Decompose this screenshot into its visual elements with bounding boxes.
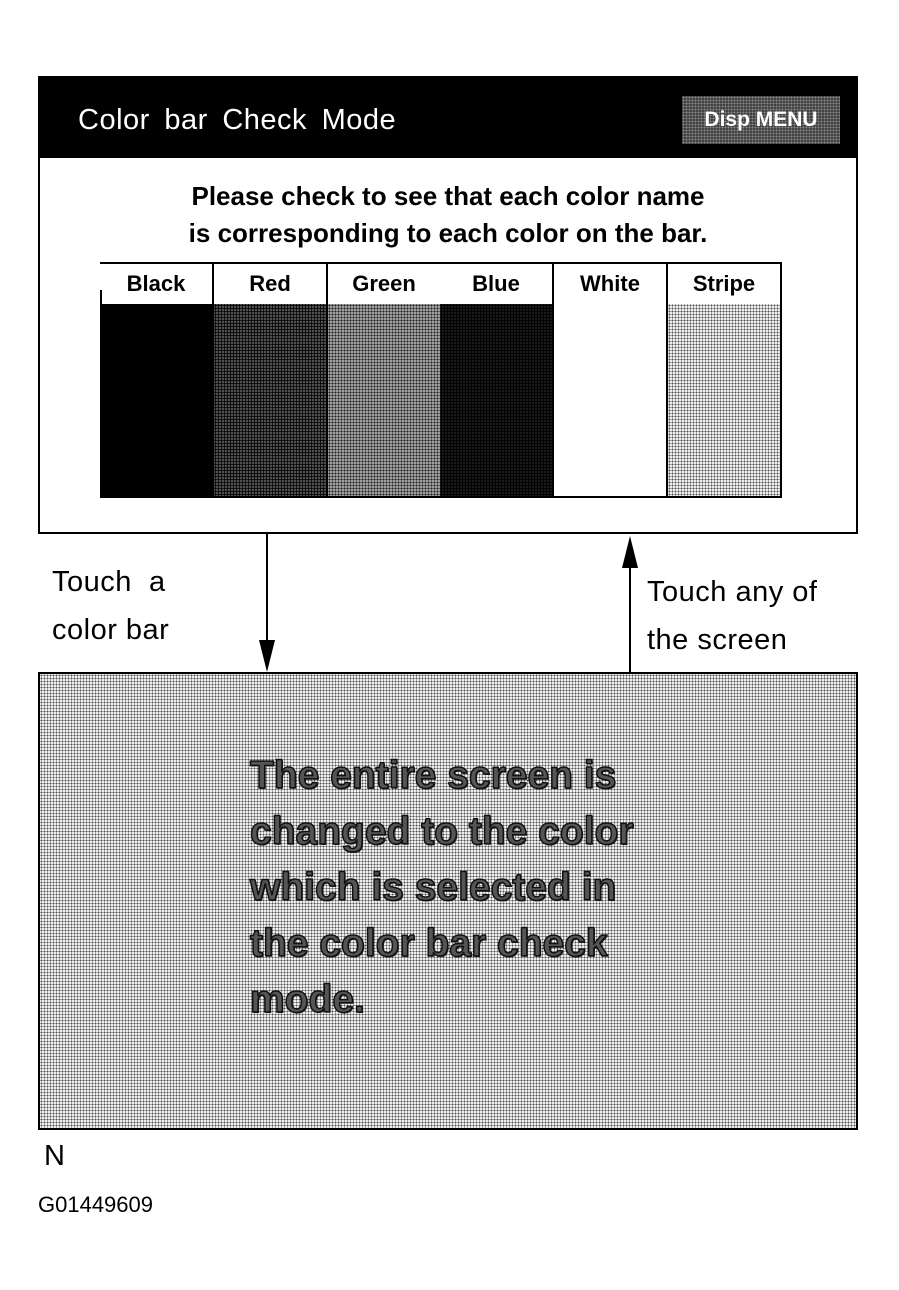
- result-line: which is selected in: [250, 866, 617, 909]
- touch-color-bar-caption: [52, 558, 169, 654]
- full-color-screen[interactable]: [38, 672, 858, 1130]
- caption-line: color bar: [52, 614, 170, 646]
- figure-label: N: [44, 1140, 65, 1172]
- disp-menu-button[interactable]: Disp MENU: [682, 96, 840, 144]
- result-line: mode.: [250, 978, 365, 1021]
- color-bar-label: Red: [214, 262, 328, 304]
- color-bar-label: Blue: [440, 262, 554, 304]
- instruction-line-1: Please check to see that each color name: [191, 181, 705, 211]
- result-line: the color bar check: [250, 922, 608, 965]
- touch-screen-caption: [647, 568, 817, 664]
- color-bar-label: White: [554, 262, 668, 304]
- result-line: changed to the color: [250, 810, 634, 853]
- caption-line: Touch any of: [647, 576, 818, 608]
- caption-line: Touch a: [52, 566, 166, 598]
- color-bar-label: Stripe: [668, 262, 782, 304]
- color-bar-label: Black: [100, 262, 214, 304]
- result-description: [250, 748, 670, 1028]
- instruction-line-2: is corresponding to each color on the bar.: [188, 218, 708, 248]
- figure-id: G01449609: [38, 1192, 153, 1217]
- arrow-down-icon: [259, 534, 275, 672]
- arrow-up-icon: [622, 536, 638, 672]
- result-line: The entire screen is: [250, 754, 617, 797]
- screen-title: Color bar Check Mode: [78, 104, 397, 136]
- caption-line: the screen: [647, 624, 788, 656]
- color-bar-label: Green: [328, 262, 442, 304]
